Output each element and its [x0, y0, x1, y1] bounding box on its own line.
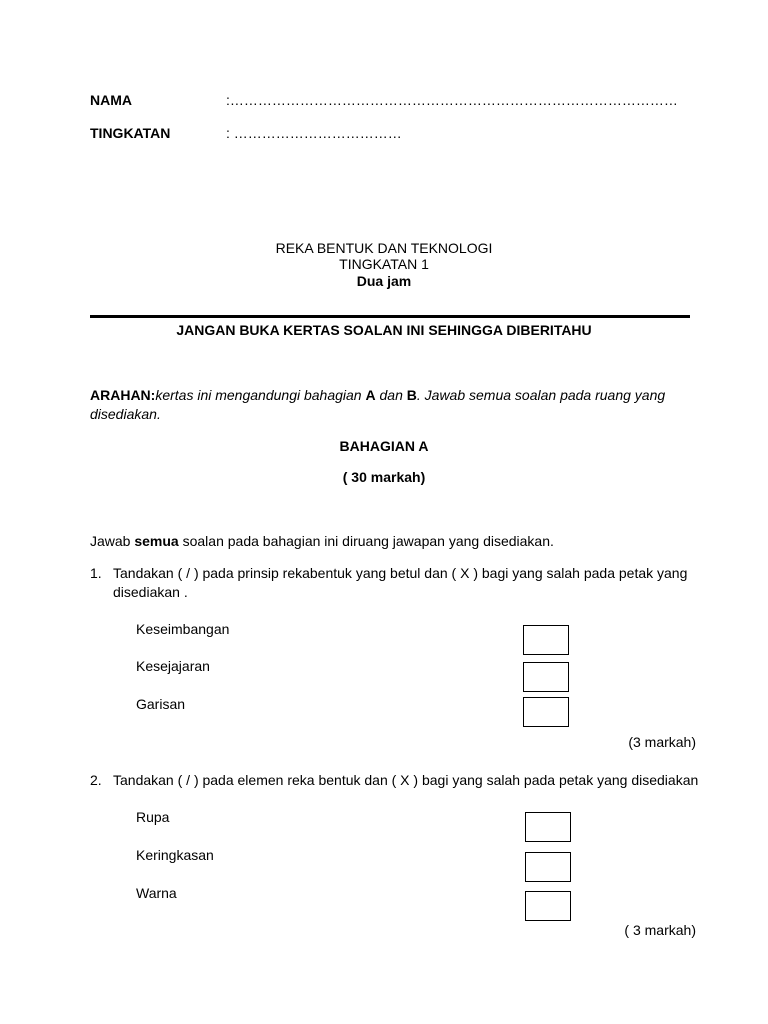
answer-box-keseimbangan[interactable]: [523, 625, 569, 655]
question-2-item: Rupa: [136, 809, 170, 825]
section-intro-1: Jawab: [90, 533, 135, 549]
question-1-item: Keseimbangan: [136, 621, 230, 637]
instructions-label: ARAHAN:: [90, 387, 156, 403]
answer-box-garisan[interactable]: [523, 697, 569, 727]
question-1-marks: (3 markah): [628, 734, 696, 750]
question-2-text: Tandakan ( / ) pada elemen reka bentuk dan ( X ) bagi yang salah pada petak yang disediakan: [113, 772, 699, 788]
section-intro-bold: semua: [134, 533, 179, 549]
duration: Dua jam: [356, 273, 412, 289]
tingkatan-label: TINGKATAN: [90, 125, 171, 141]
instructions-text-3: . Jawab semua soalan pada ruang yang: [416, 387, 666, 403]
answer-box-kesejajaran[interactable]: [523, 662, 569, 692]
answer-box-warna[interactable]: [525, 891, 571, 921]
section-intro: [90, 533, 554, 549]
question-1-item: Kesejajaran: [136, 658, 210, 674]
question-2-marks: ( 3 markah): [624, 922, 696, 938]
instructions-text-2: dan: [375, 387, 407, 403]
section-title: BAHAGIAN A: [339, 438, 429, 454]
instructions-text-1: kertas ini mengandungi bahagian: [155, 387, 366, 403]
instructions-part-b: B: [406, 387, 417, 403]
form-title: TINGKATAN 1: [339, 256, 429, 272]
divider-line: [90, 315, 690, 318]
question-2-number: 2.: [90, 772, 102, 788]
question-1-item: Garisan: [136, 696, 186, 712]
tingkatan-field[interactable]: : ………………………………: [226, 125, 402, 141]
question-1-number: 1.: [90, 565, 102, 581]
question-1-text: Tandakan ( / ) pada prinsip rekabentuk yang betul dan ( X ) bagi yang salah pada petak yang: [113, 565, 688, 581]
section-intro-2: soalan pada bahagian ini diruang jawapan yang disediakan.: [178, 533, 554, 549]
answer-box-keringkasan[interactable]: [525, 852, 571, 882]
instructions-line2: disediakan.: [90, 406, 161, 422]
instructions-line1: [90, 387, 665, 403]
question-2-item: Warna: [136, 885, 177, 901]
nama-field[interactable]: :……………………………………………………………………………………: [226, 92, 678, 108]
question-1-text-2: disediakan .: [113, 584, 188, 600]
question-2-item: Keringkasan: [136, 847, 214, 863]
nama-label: NAMA: [90, 92, 132, 108]
instructions-part-a: A: [365, 387, 376, 403]
section-marks: ( 30 markah): [342, 469, 426, 485]
subject-title: REKA BENTUK DAN TEKNOLOGI: [275, 240, 493, 256]
warning-text: JANGAN BUKA KERTAS SOALAN INI SEHINGGA DIBERITAHU: [176, 322, 592, 338]
answer-box-rupa[interactable]: [525, 812, 571, 842]
